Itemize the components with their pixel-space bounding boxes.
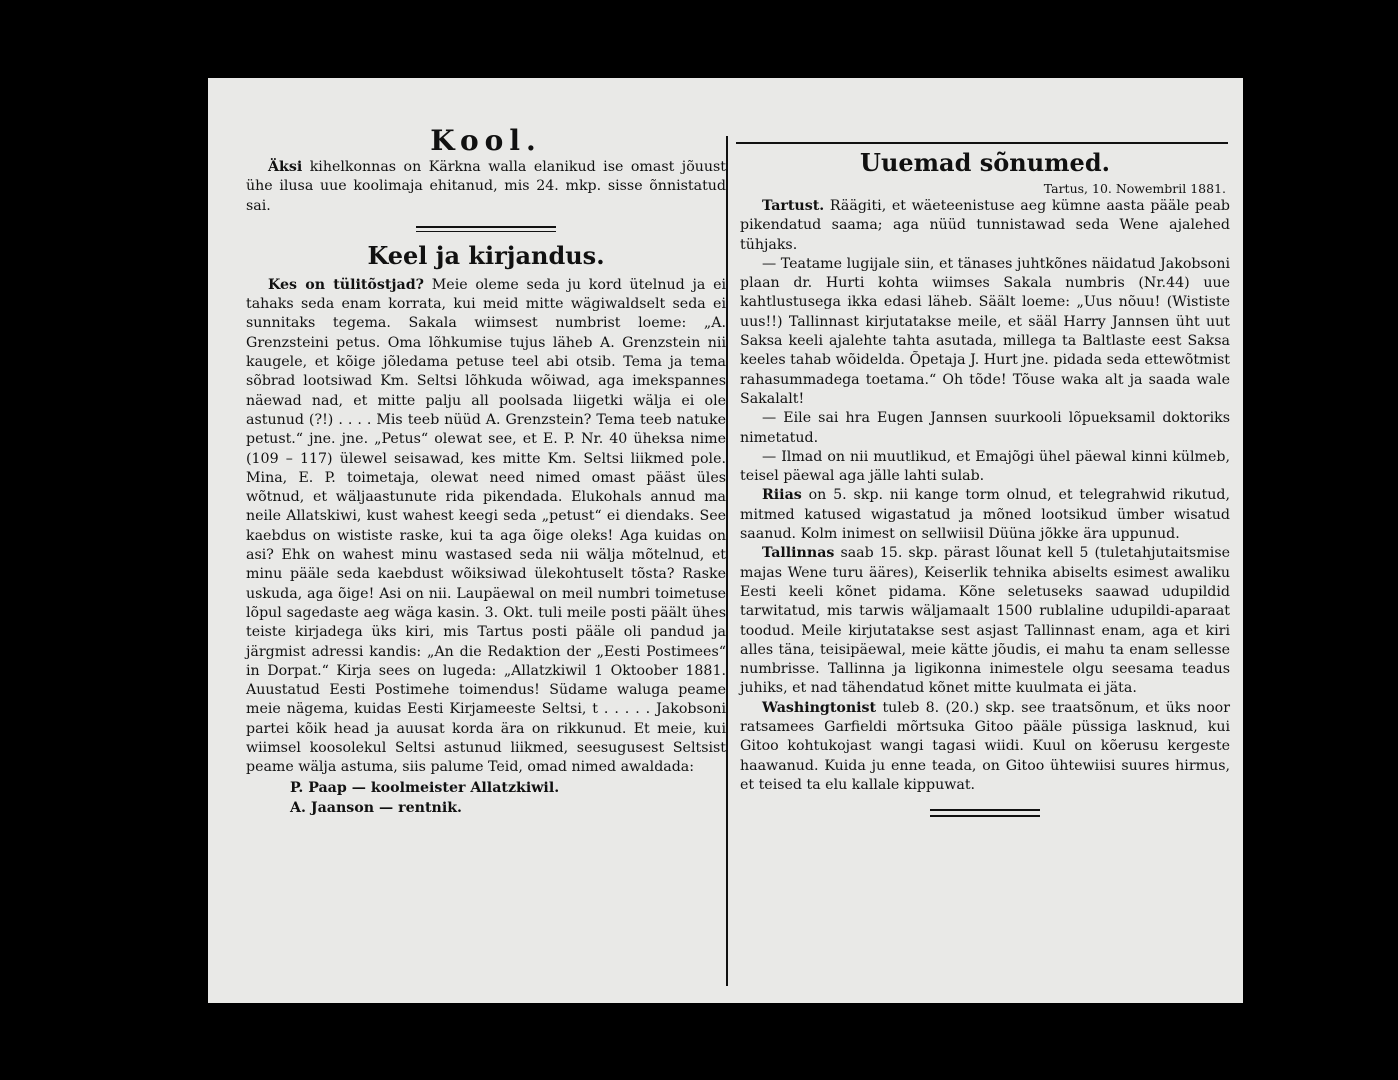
kool-lead: Äksi — [268, 159, 303, 175]
right-column — [740, 78, 1230, 817]
dateline: Tartus, 10. Nowembril 1881. — [1043, 181, 1226, 196]
washington-lead: Washingtonist — [762, 699, 877, 716]
keel-text: Meie oleme seda ju kord ütelnud ja ei tahaks seda enam korrata, kui meid mitte wägiwaldselt seda ei sunnitaks tegema. Sakala wiimsest numbrist loeme: „A. Grenzsteini petus. Oma lõhkumise tujus läheb A. Grenzstein nii kaugele, et kõige jõledama petuse teel abi otsib. Tema ja tema sõbrad lootsiwad Km. Seltsi lõhkuda wõiwad, aga imekspannes näewad nad, et mitte palju all poolsada liigetki wälja ei ole astunud (?!) . . . . Mis teeb nüüd A. Grenzstein? Tema teeb natuke petust.“ jne. jne. „Petus“ olewat see, et E. P. Nr. 40 üheksa nime (109 – 117) ülewel seisawad, kes mitte Km. Seltsi liikmed pole. Mina, E. P. toimetaja, olewat need nimed omast pääst üles wõtnud, et wäljaastunute rida pikendada. Elukohals annud ma neile Allatskiwi, kust wahest keegi seda „petust“ ei diendaks. See kaebdus on wististe raske, kui ta aga õige oleks! Aga kuidas on asi? Ehk on wahest minu wastased seda nii wälja mõtelnud, et minu pääle seda kaebdust wõiksiwad ülekohtuselt tõsta? Raske uskuda, aga õige! Asi on nii. Laupäewal on meil numbri toimetuse lõpul sagedaste aeg wäga kasin. 3. Okt. tuli meile posti päält ühes teiste kirjadega üks kiri, mis Tartus posti pääle oli pandud ja järgmist adressi kandis: „An die Redaktion der „Eesti Postimees“ in Dorpat.“ Kirja sees on lugeda: „Allatzkiwil 1 Oktoober 1881. Auustatud Eesti Postimehe toimendus! Südame waluga peame meie nägema, kuidas Eesti Kirjameeste Seltsi, t . . . . . Jakobsoni partei kõik head ja auusat korda ära on rikkunud. Et meie, kui wiimsel koosolekul Seltsi astunud liikmed, seesugusest Seltsist peame wälja astuma, siis palume Teid, omad nimed awaldada: — [246, 276, 726, 776]
kool-text: kihelkonnas on Kärkna walla elanikud ise omast jõuust ühe ilusa uue koolimaja ehitanud, mis 24. mkp. sisse õnnistatud sai. — [246, 159, 726, 214]
news-tallinnas — [740, 544, 1230, 698]
kool-heading: Kool. — [430, 124, 542, 157]
news-riias — [740, 486, 1230, 544]
column-divider — [726, 136, 728, 986]
tallinnas-lead: Tallinnas — [762, 545, 835, 562]
tartust-text: Räägiti, et wäeteenistuse aeg kümne aasta pääle peab pikendatud saama; aga nüüd tunnistawad seda Wene ajalehed tühjaks. — [740, 198, 1230, 253]
section-separator — [416, 226, 556, 232]
riias-lead: Riias — [762, 487, 802, 504]
news-eile: — Eile sai hra Eugen Jannsen suurkooli lõpueksamil doktoriks nimetatud. — [740, 410, 1230, 446]
keel-lead: Kes on tülitõstjad? — [268, 276, 424, 293]
left-column — [246, 78, 726, 818]
signature-2: A. Jaanson — rentnik. — [290, 799, 462, 816]
signature-1: P. Paap — koolmeister Allatzkiwil. — [290, 779, 560, 796]
news-teatame: — Teatame lugijale siin, et tänases juhtkõnes näidatud Jakobsoni plaan dr. Hurti kohta wiimses Sakala numbris (Nr.44) uue kahtlustusega ikka edasi läheb. Säält loeme: „Uus nõuu! (Wististe uus!!) Tallinnast kirjutatakse meile, et sääl Harry Jannsen üht uut Saksa keeli ajalehte tahta asutada, millega ta Baltlaste eest Saksa keeles tahab wõidelda. Õpetaja J. Hurt jne. pidada seda ettewõtmist rahasummadega toetama.“ Oh tõde! Tõuse waka alt ja saada wale Sakalalt! — [740, 255, 1230, 407]
washington-text: tuleb 8. (20.) skp. see traatsõnum, et üks noor ratsamees Garfieldi mõrtsuka Gitoo pääle püssiga lasknud, kui Gitoo kohtukojast wangi tagasi wiidi. Kuul on kõerusu kergeste haawanud. Kuida ju enne teada, on Gitoo ühtewiisi suures hirmus, et teised ta elu kallale kippuwat. — [740, 699, 1230, 793]
newspaper-page — [208, 78, 1243, 1003]
tartust-lead: Tartust. — [762, 198, 825, 214]
kool-paragraph — [246, 158, 726, 216]
news-tartust — [740, 197, 1230, 255]
end-separator — [930, 809, 1040, 817]
keel-paragraph — [246, 276, 726, 778]
riias-text: on 5. skp. nii kange torm olnud, et telegrahwid rikutud, mitmed katused wigastatud ja mõned lootsikud ümber wisatud saanud. Kolm inimest on sellwiisil Düüna jõkke ära uppunud. — [740, 487, 1230, 543]
keel-heading: Keel ja kirjandus. — [367, 240, 605, 270]
news-ilmad: — Ilmad on nii muutlikud, et Emajõgi ühel päewal kinni külmeb, teisel päewal aga jälle lahti sulab. — [740, 448, 1230, 485]
uuemad-heading: Uuemad sõnumed. — [860, 148, 1110, 177]
news-washington — [740, 699, 1230, 795]
tallinnas-text: saab 15. skp. pärast lõunat kell 5 (tuletahjutaitsmise majas Wene turu ääres), Keiserlik tehnika abiselts esimest awaliku Eesti keeli kõnet pidama. Kõne seletuseks saawad udupildid tarwitatud, mis tarwis wäljamaalt 1500 rublaline udupildi-aparaat toodud. Meile kirjutatakse sest asjast Tallinnast enam, aga et kiri alles täna, teisipäewal, meie kätte jõudis, ei mahu ta enam sellesse numbrisse. Tallinna ja ligikonna inimestele olgu seesama teadus juhiks, et nad tähendatud kõnet mitte kuulmata ei jäta. — [740, 545, 1230, 697]
